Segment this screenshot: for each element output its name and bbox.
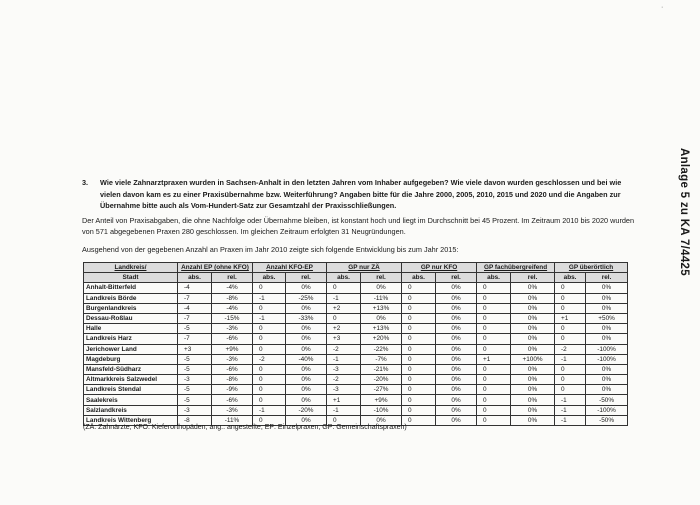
cell-rel: 0%: [511, 283, 555, 293]
header-abs: abs.: [253, 273, 286, 283]
cell-abs: +1: [477, 354, 511, 364]
cell-abs: 0: [327, 313, 361, 323]
cell-rel: 0%: [511, 334, 555, 344]
cell-abs: +1: [555, 313, 586, 323]
cell-rel: 0%: [361, 415, 402, 425]
cell-rel: 0%: [511, 293, 555, 303]
row-district-name: Halle: [84, 324, 178, 334]
cell-rel: -21%: [361, 364, 402, 374]
cell-rel: -50%: [586, 395, 628, 405]
cell-rel: 0%: [286, 344, 327, 354]
row-district-name: Landkreis Harz: [84, 334, 178, 344]
cell-abs: +2: [327, 324, 361, 334]
practice-table: [83, 262, 628, 426]
cell-rel: -6%: [212, 334, 253, 344]
cell-abs: -7: [178, 293, 212, 303]
header-rel: rel.: [361, 273, 402, 283]
table-row: [84, 405, 628, 415]
header-group: GP nur ZÄ: [327, 263, 402, 273]
cell-abs: 0: [555, 324, 586, 334]
cell-abs: -1: [555, 395, 586, 405]
cell-rel: 0%: [436, 385, 477, 395]
question-block: [82, 177, 637, 212]
table-footnote: (ZÄ: Zahnärzte, KFO: Kieferorthopäden, ang.: angestellte, EP: Einzelpraxen, GP: Gemeinschaftspraxen): [83, 424, 407, 431]
cell-abs: 0: [477, 303, 511, 313]
cell-abs: 0: [253, 415, 286, 425]
cell-abs: -5: [178, 354, 212, 364]
cell-abs: -5: [178, 324, 212, 334]
cell-abs: 0: [253, 324, 286, 334]
cell-rel: -100%: [586, 405, 628, 415]
cell-abs: 0: [477, 375, 511, 385]
table-body: [84, 283, 628, 426]
side-annex-text: Anlage 5 zu KA 7/4425: [678, 148, 690, 276]
row-district-name: Salzlandkreis: [84, 405, 178, 415]
cell-abs: 0: [477, 324, 511, 334]
cell-abs: 0: [402, 324, 436, 334]
cell-rel: 0%: [286, 375, 327, 385]
cell-rel: -20%: [286, 405, 327, 415]
cell-abs: -2: [327, 344, 361, 354]
table-row: [84, 385, 628, 395]
header-rel: rel.: [286, 273, 327, 283]
cell-rel: -6%: [212, 364, 253, 374]
cell-abs: 0: [555, 385, 586, 395]
cell-abs: -2: [327, 375, 361, 385]
cell-abs: 0: [477, 415, 511, 425]
cell-abs: 0: [402, 375, 436, 385]
cell-rel: 0%: [361, 313, 402, 323]
table-row: [84, 313, 628, 323]
cell-abs: -1: [555, 405, 586, 415]
cell-abs: 0: [555, 364, 586, 374]
cell-rel: 0%: [286, 364, 327, 374]
cell-abs: -3: [327, 385, 361, 395]
cell-rel: 0%: [586, 375, 628, 385]
cell-rel: -4%: [212, 303, 253, 313]
table-row: [84, 395, 628, 405]
cell-abs: 0: [253, 303, 286, 313]
cell-rel: -27%: [361, 385, 402, 395]
cell-abs: 0: [253, 385, 286, 395]
cell-abs: -3: [178, 375, 212, 385]
cell-abs: 0: [555, 334, 586, 344]
cell-rel: 0%: [586, 364, 628, 374]
row-district-name: Mansfeld-Südharz: [84, 364, 178, 374]
cell-rel: -100%: [586, 354, 628, 364]
cell-abs: -1: [555, 415, 586, 425]
cell-rel: 0%: [436, 303, 477, 313]
side-annex-label: [648, 148, 698, 298]
cell-rel: 0%: [286, 324, 327, 334]
cell-rel: 0%: [436, 354, 477, 364]
cell-abs: -3: [178, 405, 212, 415]
cell-rel: 0%: [436, 293, 477, 303]
cell-abs: -1: [327, 405, 361, 415]
cell-rel: 0%: [286, 385, 327, 395]
cell-abs: 0: [555, 293, 586, 303]
cell-rel: 0%: [586, 324, 628, 334]
cell-abs: 0: [477, 344, 511, 354]
cell-rel: +20%: [361, 334, 402, 344]
cell-rel: 0%: [511, 415, 555, 425]
cell-abs: 0: [253, 395, 286, 405]
table-row: [84, 283, 628, 293]
row-district-name: Burgenlandkreis: [84, 303, 178, 313]
paragraph-1: Der Anteil von Praxisabgaben, die ohne Nachfolge oder Übernahme bleiben, ist konstant hoch und liegt im Durchschnitt bei 45 Prozent. Im Zeitraum 2010 bis 2020 wurden von 571 abgegebenen Praxen 280 geschlossen. Im gleichen Zeitraum erfolgten 31 Neugründungen.: [82, 216, 635, 236]
table-row: [84, 364, 628, 374]
cell-abs: -1: [253, 405, 286, 415]
cell-abs: 0: [402, 405, 436, 415]
row-district-name: Saalekreis: [84, 395, 178, 405]
row-district-name: Magdeburg: [84, 354, 178, 364]
cell-rel: +9%: [212, 344, 253, 354]
cell-abs: -2: [253, 354, 286, 364]
cell-abs: 0: [555, 375, 586, 385]
cell-abs: 0: [253, 375, 286, 385]
header-abs: abs.: [327, 273, 361, 283]
table-row: [84, 344, 628, 354]
table-header-groups: [84, 263, 628, 273]
cell-rel: 0%: [511, 313, 555, 323]
header-abs: abs.: [477, 273, 511, 283]
cell-abs: 0: [477, 364, 511, 374]
cell-abs: 0: [402, 334, 436, 344]
table-header-sub: [84, 273, 628, 283]
header-group: Anzahl EP (ohne KFO): [178, 263, 253, 273]
cell-rel: 0%: [286, 415, 327, 425]
cell-rel: +50%: [586, 313, 628, 323]
cell-rel: 0%: [436, 375, 477, 385]
cell-abs: 0: [402, 313, 436, 323]
row-district-name: Altmarkkreis Salzwedel: [84, 375, 178, 385]
cell-abs: +2: [327, 303, 361, 313]
cell-rel: -8%: [212, 375, 253, 385]
cell-abs: 0: [477, 283, 511, 293]
cell-abs: -2: [555, 344, 586, 354]
cell-abs: 0: [477, 405, 511, 415]
cell-abs: 0: [402, 385, 436, 395]
header-abs: abs.: [402, 273, 436, 283]
table-row: [84, 375, 628, 385]
cell-rel: 0%: [436, 344, 477, 354]
cell-rel: -25%: [286, 293, 327, 303]
cell-abs: 0: [402, 283, 436, 293]
cell-abs: -5: [178, 395, 212, 405]
cell-abs: 0: [477, 334, 511, 344]
cell-rel: 0%: [436, 283, 477, 293]
cell-rel: 0%: [361, 283, 402, 293]
header-rel: rel.: [436, 273, 477, 283]
cell-abs: -4: [178, 283, 212, 293]
cell-rel: -20%: [361, 375, 402, 385]
header-rel: rel.: [586, 273, 628, 283]
cell-abs: -1: [327, 354, 361, 364]
cell-rel: 0%: [436, 415, 477, 425]
cell-rel: 0%: [586, 283, 628, 293]
header-group: GP fachübergreifend: [477, 263, 555, 273]
cell-rel: 0%: [586, 303, 628, 313]
cell-rel: 0%: [586, 293, 628, 303]
cell-abs: -4: [178, 303, 212, 313]
cell-abs: 0: [327, 283, 361, 293]
cell-rel: -10%: [361, 405, 402, 415]
cell-rel: +9%: [361, 395, 402, 405]
cell-abs: 0: [477, 313, 511, 323]
cell-rel: -7%: [361, 354, 402, 364]
question-text: Wie viele Zahnarztpraxen wurden in Sachsen-Anhalt in den letzten Jahren vom Inhaber aufgegeben? Wie viele davon wurden geschlossen und bei wie vielen davon kam es zu einer Praxisübernahme bzw. Weiterführung? Angaben bitte für die Jahre 2000, 2005, 2010, 2015 und 2020 und die Angaben zur Übernahme bitte auch als Vom-Hundert-Satz zur Gesamtzahl der Praxisschließungen.: [100, 178, 622, 210]
cell-rel: 0%: [436, 334, 477, 344]
table-row: [84, 334, 628, 344]
cell-abs: -1: [253, 313, 286, 323]
cell-abs: 0: [477, 293, 511, 303]
cell-rel: -15%: [212, 313, 253, 323]
table-row: [84, 324, 628, 334]
cell-abs: 0: [402, 415, 436, 425]
cell-rel: 0%: [286, 283, 327, 293]
cell-abs: 0: [477, 385, 511, 395]
cell-abs: -3: [327, 364, 361, 374]
cell-rel: 0%: [511, 375, 555, 385]
cell-abs: 0: [402, 395, 436, 405]
cell-rel: -9%: [212, 385, 253, 395]
row-district-name: Landkreis Stendal: [84, 385, 178, 395]
cell-rel: 0%: [511, 385, 555, 395]
header-corner-top: Landkreis/: [84, 263, 178, 273]
header-abs: abs.: [178, 273, 212, 283]
cell-abs: 0: [555, 303, 586, 313]
header-abs: abs.: [555, 273, 586, 283]
cell-rel: -3%: [212, 405, 253, 415]
row-district-name: Jerichower Land: [84, 344, 178, 354]
cell-abs: -1: [253, 293, 286, 303]
cell-rel: -3%: [212, 324, 253, 334]
cell-rel: -8%: [212, 293, 253, 303]
cell-abs: 0: [327, 415, 361, 425]
table-row: [84, 293, 628, 303]
cell-abs: 0: [253, 344, 286, 354]
cell-abs: 0: [253, 334, 286, 344]
cell-rel: 0%: [286, 303, 327, 313]
cell-rel: 0%: [436, 324, 477, 334]
cell-rel: 0%: [286, 395, 327, 405]
cell-rel: 0%: [436, 405, 477, 415]
cell-rel: -3%: [212, 354, 253, 364]
cell-abs: 0: [402, 354, 436, 364]
row-district-name: Anhalt-Bitterfeld: [84, 283, 178, 293]
cell-abs: +3: [178, 344, 212, 354]
cell-abs: 0: [402, 344, 436, 354]
cell-abs: 0: [477, 395, 511, 405]
cell-rel: 0%: [511, 324, 555, 334]
cell-abs: -5: [178, 364, 212, 374]
cell-rel: -4%: [212, 283, 253, 293]
header-group: GP nur KFO: [402, 263, 477, 273]
cell-abs: 0: [402, 293, 436, 303]
cell-rel: 0%: [511, 344, 555, 354]
cell-rel: 0%: [511, 395, 555, 405]
cell-abs: -7: [178, 313, 212, 323]
cell-rel: -11%: [361, 293, 402, 303]
header-rel: rel.: [511, 273, 555, 283]
question-number: 3.: [82, 178, 89, 187]
row-district-name: Landkreis Wittenberg: [84, 415, 178, 425]
cell-rel: 0%: [436, 395, 477, 405]
cell-rel: -22%: [361, 344, 402, 354]
corner-mark: ·: [661, 4, 664, 11]
table-row: [84, 354, 628, 364]
cell-rel: -33%: [286, 313, 327, 323]
cell-abs: +1: [327, 395, 361, 405]
cell-rel: 0%: [436, 313, 477, 323]
cell-rel: 0%: [436, 364, 477, 374]
cell-abs: -1: [327, 293, 361, 303]
cell-rel: +100%: [511, 354, 555, 364]
cell-rel: -11%: [212, 415, 253, 425]
header-group: Anzahl KFO-EP: [253, 263, 327, 273]
header-rel: rel.: [212, 273, 253, 283]
cell-abs: -5: [178, 385, 212, 395]
cell-rel: 0%: [586, 385, 628, 395]
cell-abs: -8: [178, 415, 212, 425]
paragraph-2: Ausgehend von der gegebenen Anzahl an Praxen im Jahr 2010 zeigte sich folgende Entwicklung bis zum Jahr 2015:: [82, 245, 459, 254]
cell-abs: -7: [178, 334, 212, 344]
cell-rel: 0%: [511, 405, 555, 415]
table-row: [84, 303, 628, 313]
cell-abs: +3: [327, 334, 361, 344]
cell-rel: +13%: [361, 324, 402, 334]
cell-rel: 0%: [511, 303, 555, 313]
header-group: GP überörtlich: [555, 263, 628, 273]
cell-rel: -50%: [586, 415, 628, 425]
header-corner-bottom: Stadt: [84, 273, 178, 283]
cell-abs: 0: [402, 364, 436, 374]
cell-rel: 0%: [511, 364, 555, 374]
cell-rel: 0%: [286, 334, 327, 344]
cell-abs: 0: [253, 364, 286, 374]
cell-abs: 0: [555, 283, 586, 293]
row-district-name: Landkreis Börde: [84, 293, 178, 303]
cell-abs: -1: [555, 354, 586, 364]
cell-rel: +13%: [361, 303, 402, 313]
row-district-name: Dessau-Roßlau: [84, 313, 178, 323]
cell-rel: 0%: [586, 334, 628, 344]
cell-abs: 0: [253, 283, 286, 293]
cell-rel: -6%: [212, 395, 253, 405]
cell-rel: -100%: [586, 344, 628, 354]
cell-abs: 0: [402, 303, 436, 313]
cell-rel: -40%: [286, 354, 327, 364]
